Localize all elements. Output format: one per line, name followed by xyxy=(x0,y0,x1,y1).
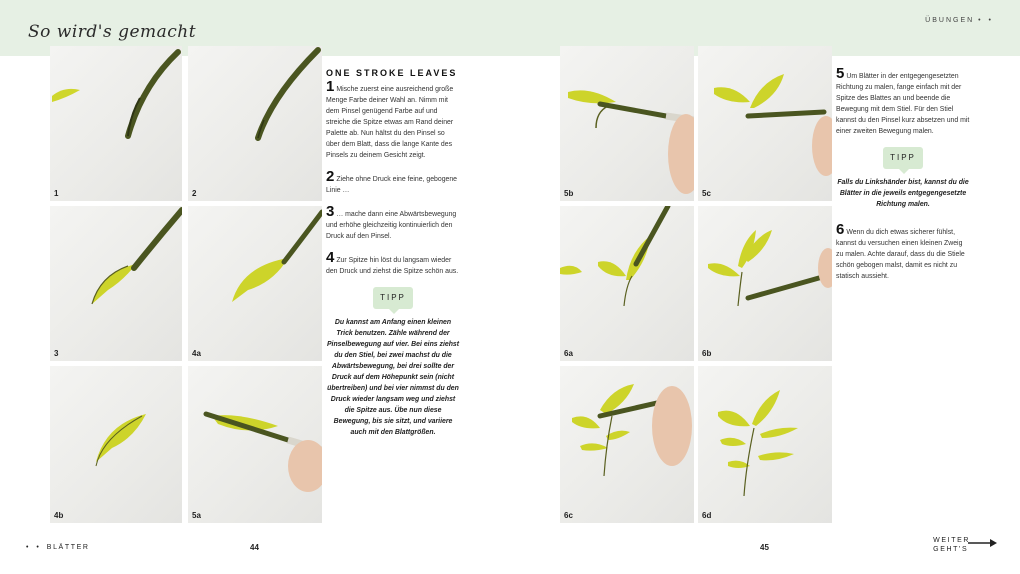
leaf-illustration xyxy=(188,366,322,523)
page-number-left: 44 xyxy=(250,543,259,552)
next-line-1: WEITER xyxy=(933,537,970,544)
section-label xyxy=(925,17,994,24)
photo-label: 6a xyxy=(564,349,573,358)
photo-step-4a xyxy=(188,206,322,361)
photo-label: 5a xyxy=(192,511,201,520)
leaf-illustration xyxy=(50,46,182,201)
dots-icon: • • xyxy=(978,17,994,24)
step-text: Zur Spitze hin löst du langsam wieder den Druck und ziehst die Spitze schön aus. xyxy=(326,257,459,275)
dots-icon: • • xyxy=(26,544,47,551)
step-3 xyxy=(326,203,460,242)
leaf-illustration xyxy=(50,206,182,361)
photo-step-2 xyxy=(188,46,322,201)
step-number: 2 xyxy=(326,168,335,185)
tipp-text: Falls du Linkshänder bist, kannst du die Blätter in die jeweils entgegengesetzte Richtung malen. xyxy=(837,179,969,208)
leaf-illustration xyxy=(698,46,832,201)
section-heading: ONE STROKE LEAVES xyxy=(326,68,458,78)
photo-label: 6c xyxy=(564,511,573,520)
page-number-right: 45 xyxy=(760,543,769,552)
photo-label: 4b xyxy=(54,511,64,520)
photo-step-6b xyxy=(698,206,832,361)
tipp-badge: TIPP xyxy=(373,287,413,309)
photo-label: 1 xyxy=(54,189,59,198)
script-title: So wird's gemacht xyxy=(28,22,197,42)
next-line-2: GEHT'S xyxy=(933,546,969,553)
photo-label: 3 xyxy=(54,349,59,358)
step-text: Um Blätter in der entgegengesetzten Richtung zu malen, fange einfach mit der Spitze des Blattes an und beende die Bewegung mit dem Stiel. Für den Stiel kannst du den Pinsel kurz absetzen und mit einer zweiten Bewegung malen. xyxy=(836,73,970,135)
photo-step-6c xyxy=(560,366,694,523)
footer-section-label: BLÄTTER xyxy=(46,544,90,551)
step-number: 1 xyxy=(326,78,335,95)
step-number: 6 xyxy=(836,221,845,238)
leaf-illustration xyxy=(560,206,694,361)
photo-label: 6d xyxy=(702,511,712,520)
tipp-text: Du kannst am Anfang einen kleinen Trick benutzen. Zähle während der Pinselbewegung auf vier. Bei eins ziehst du den Stiel, bei zwei machst du die Abwärtsbewegung, bei drei sollte der Druck auf dem Höhepunkt sein (nicht übertreiben) und bei vier nimmst du den Druck wieder langsam weg und ziehst die Spitze aus. Übe nun diese Bewegung, bis sie sitzt, und variiere auch mit den Blattgrößen. xyxy=(326,319,460,436)
leaf-illustration xyxy=(698,366,832,523)
photo-step-5b xyxy=(560,46,694,201)
step-number: 5 xyxy=(836,65,845,82)
step-1 xyxy=(326,78,460,161)
step-number: 4 xyxy=(326,249,335,266)
step-6 xyxy=(836,221,970,282)
left-text-column xyxy=(326,68,460,438)
leaf-illustration xyxy=(188,46,322,201)
photo-step-4b xyxy=(50,366,182,523)
next-page-label xyxy=(933,536,970,554)
step-text: … mache dann eine Abwärtsbewegung und erhöhe gleichzeitig kontinuierlich den Druck auf den Pinsel. xyxy=(326,211,457,240)
leaf-illustration xyxy=(50,366,182,523)
photo-step-1 xyxy=(50,46,182,201)
photo-label: 5b xyxy=(564,189,574,198)
photo-label: 6b xyxy=(702,349,712,358)
step-text: Ziehe ohne Druck eine feine, gebogene Linie … xyxy=(326,176,458,194)
step-text: Wenn du dich etwas sicherer fühlst, kannst du versuchen einen kleinen Zweig zu malen. Achte darauf, dass du die Stiele schön gebogen malst, damit es nicht zu statisch aussieht. xyxy=(836,229,965,280)
arrow-right-icon xyxy=(968,538,998,548)
leaf-illustration xyxy=(188,206,322,361)
photo-step-5c xyxy=(698,46,832,201)
photo-step-6d xyxy=(698,366,832,523)
tipp-badge: TIPP xyxy=(883,147,923,169)
section-title: ÜBUNGEN xyxy=(925,17,975,24)
photo-label: 5c xyxy=(702,189,711,198)
photo-step-5a xyxy=(188,366,322,523)
step-text: Mische zuerst eine ausreichend große Menge Farbe deiner Wahl an. Nimm mit dem Pinsel genügend Farbe auf und streiche die Spitze etwas am Rand deiner Palette ab. Nun hältst du den Pinsel so über dem Blatt, dass die lange Kante des Pinsels zu deinem Gesicht zeigt. xyxy=(326,86,454,159)
right-text-column xyxy=(836,65,970,292)
step-4 xyxy=(326,249,460,277)
photo-label: 4a xyxy=(192,349,201,358)
footer-section xyxy=(26,544,90,551)
photo-step-3 xyxy=(50,206,182,361)
leaf-illustration xyxy=(560,46,694,201)
leaf-illustration xyxy=(560,366,694,523)
photo-label: 2 xyxy=(192,189,197,198)
photo-step-6a xyxy=(560,206,694,361)
step-2 xyxy=(326,168,460,196)
step-number: 3 xyxy=(326,203,335,220)
step-5 xyxy=(836,65,970,137)
leaf-illustration xyxy=(698,206,832,361)
